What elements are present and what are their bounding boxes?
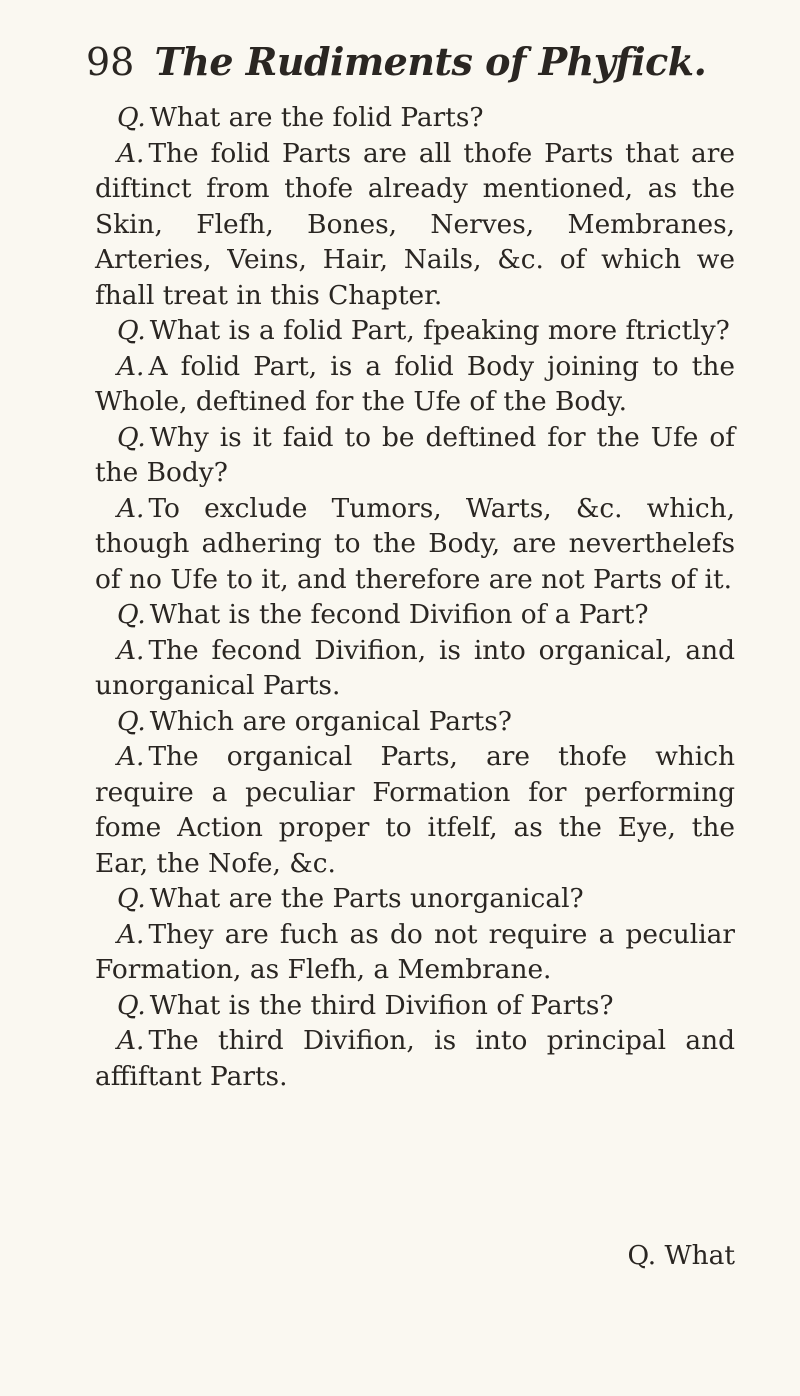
running-head [86, 40, 746, 84]
question-paragraph [95, 597, 735, 633]
answer-text: The folid Parts are all thofe Parts that are diftinct from thofe already mentioned, as the Skin, Flefh, Bones, Nerves, Membranes, Arteries, Veins, Hair, Nails, &c. of which we fhall treat in this Chapter. [95, 137, 735, 311]
question-marker: Q. [117, 102, 146, 133]
question-text: What is a folid Part, fpeaking more ftrictly? [149, 315, 730, 346]
answer-marker: A. [117, 918, 145, 950]
answer-text: The fecond Divifion, is into organical, and unorganical Parts. [95, 634, 735, 701]
answer-marker: A. [117, 137, 145, 169]
answer-paragraph [95, 349, 735, 420]
answer-marker: A. [117, 741, 145, 772]
answer-marker: A. [117, 492, 145, 524]
page-number: 98 [86, 40, 135, 84]
answer-paragraph [95, 917, 735, 988]
answer-marker: A. [117, 634, 145, 666]
question-marker: Q. [117, 883, 146, 914]
question-marker: Q. [117, 705, 146, 737]
answer-text: A folid Part, is a folid Body joining to the Whole, deftined for the Ufe of the Body. [95, 350, 735, 417]
answer-text: To exclude Tumors, Warts, &c. which, though adhering to the Body, are neverthelefs of no Ufe to it, and therefore are not Parts of it. [95, 492, 735, 595]
question-text: Why is it faid to be deftined for the Ufe of the Body? [95, 421, 735, 488]
question-paragraph [95, 704, 735, 740]
answer-paragraph [95, 136, 735, 314]
question-text: What are the Parts unorganical? [149, 883, 584, 914]
answer-paragraph [95, 739, 735, 881]
question-paragraph [95, 313, 735, 349]
answer-marker: A. [117, 1025, 145, 1056]
question-marker: Q. [117, 599, 146, 630]
answer-text: The third Divifion, is into principal and affiftant Parts. [95, 1025, 735, 1092]
question-marker: Q. [117, 315, 146, 346]
question-text: What are the folid Parts? [149, 102, 484, 133]
question-text: Which are organical Parts? [149, 705, 512, 737]
question-paragraph [95, 881, 735, 917]
running-title: The Rudiments of Phyfick. [154, 39, 707, 84]
question-text: What is the fecond Divifion of a Part? [149, 599, 649, 630]
answer-text: The organical Parts, are thofe which require a peculiar Formation for performing fome Action proper to itfelf, as the Eye, the Ear, the Nofe, &c. [95, 741, 735, 879]
question-marker: Q. [117, 421, 146, 453]
catchword: Q. What [627, 1240, 735, 1271]
question-marker: Q. [117, 989, 146, 1021]
answer-paragraph [95, 491, 735, 598]
question-text: What is the third Divifion of Parts? [149, 989, 614, 1021]
body-text [95, 100, 735, 1094]
answer-marker: A. [117, 350, 145, 382]
question-paragraph [95, 100, 735, 136]
answer-paragraph [95, 633, 735, 704]
question-paragraph [95, 420, 735, 491]
answer-paragraph [95, 1023, 735, 1094]
answer-text: They are fuch as do not require a peculiar Formation, as Flefh, a Membrane. [95, 918, 735, 985]
question-paragraph [95, 988, 735, 1024]
